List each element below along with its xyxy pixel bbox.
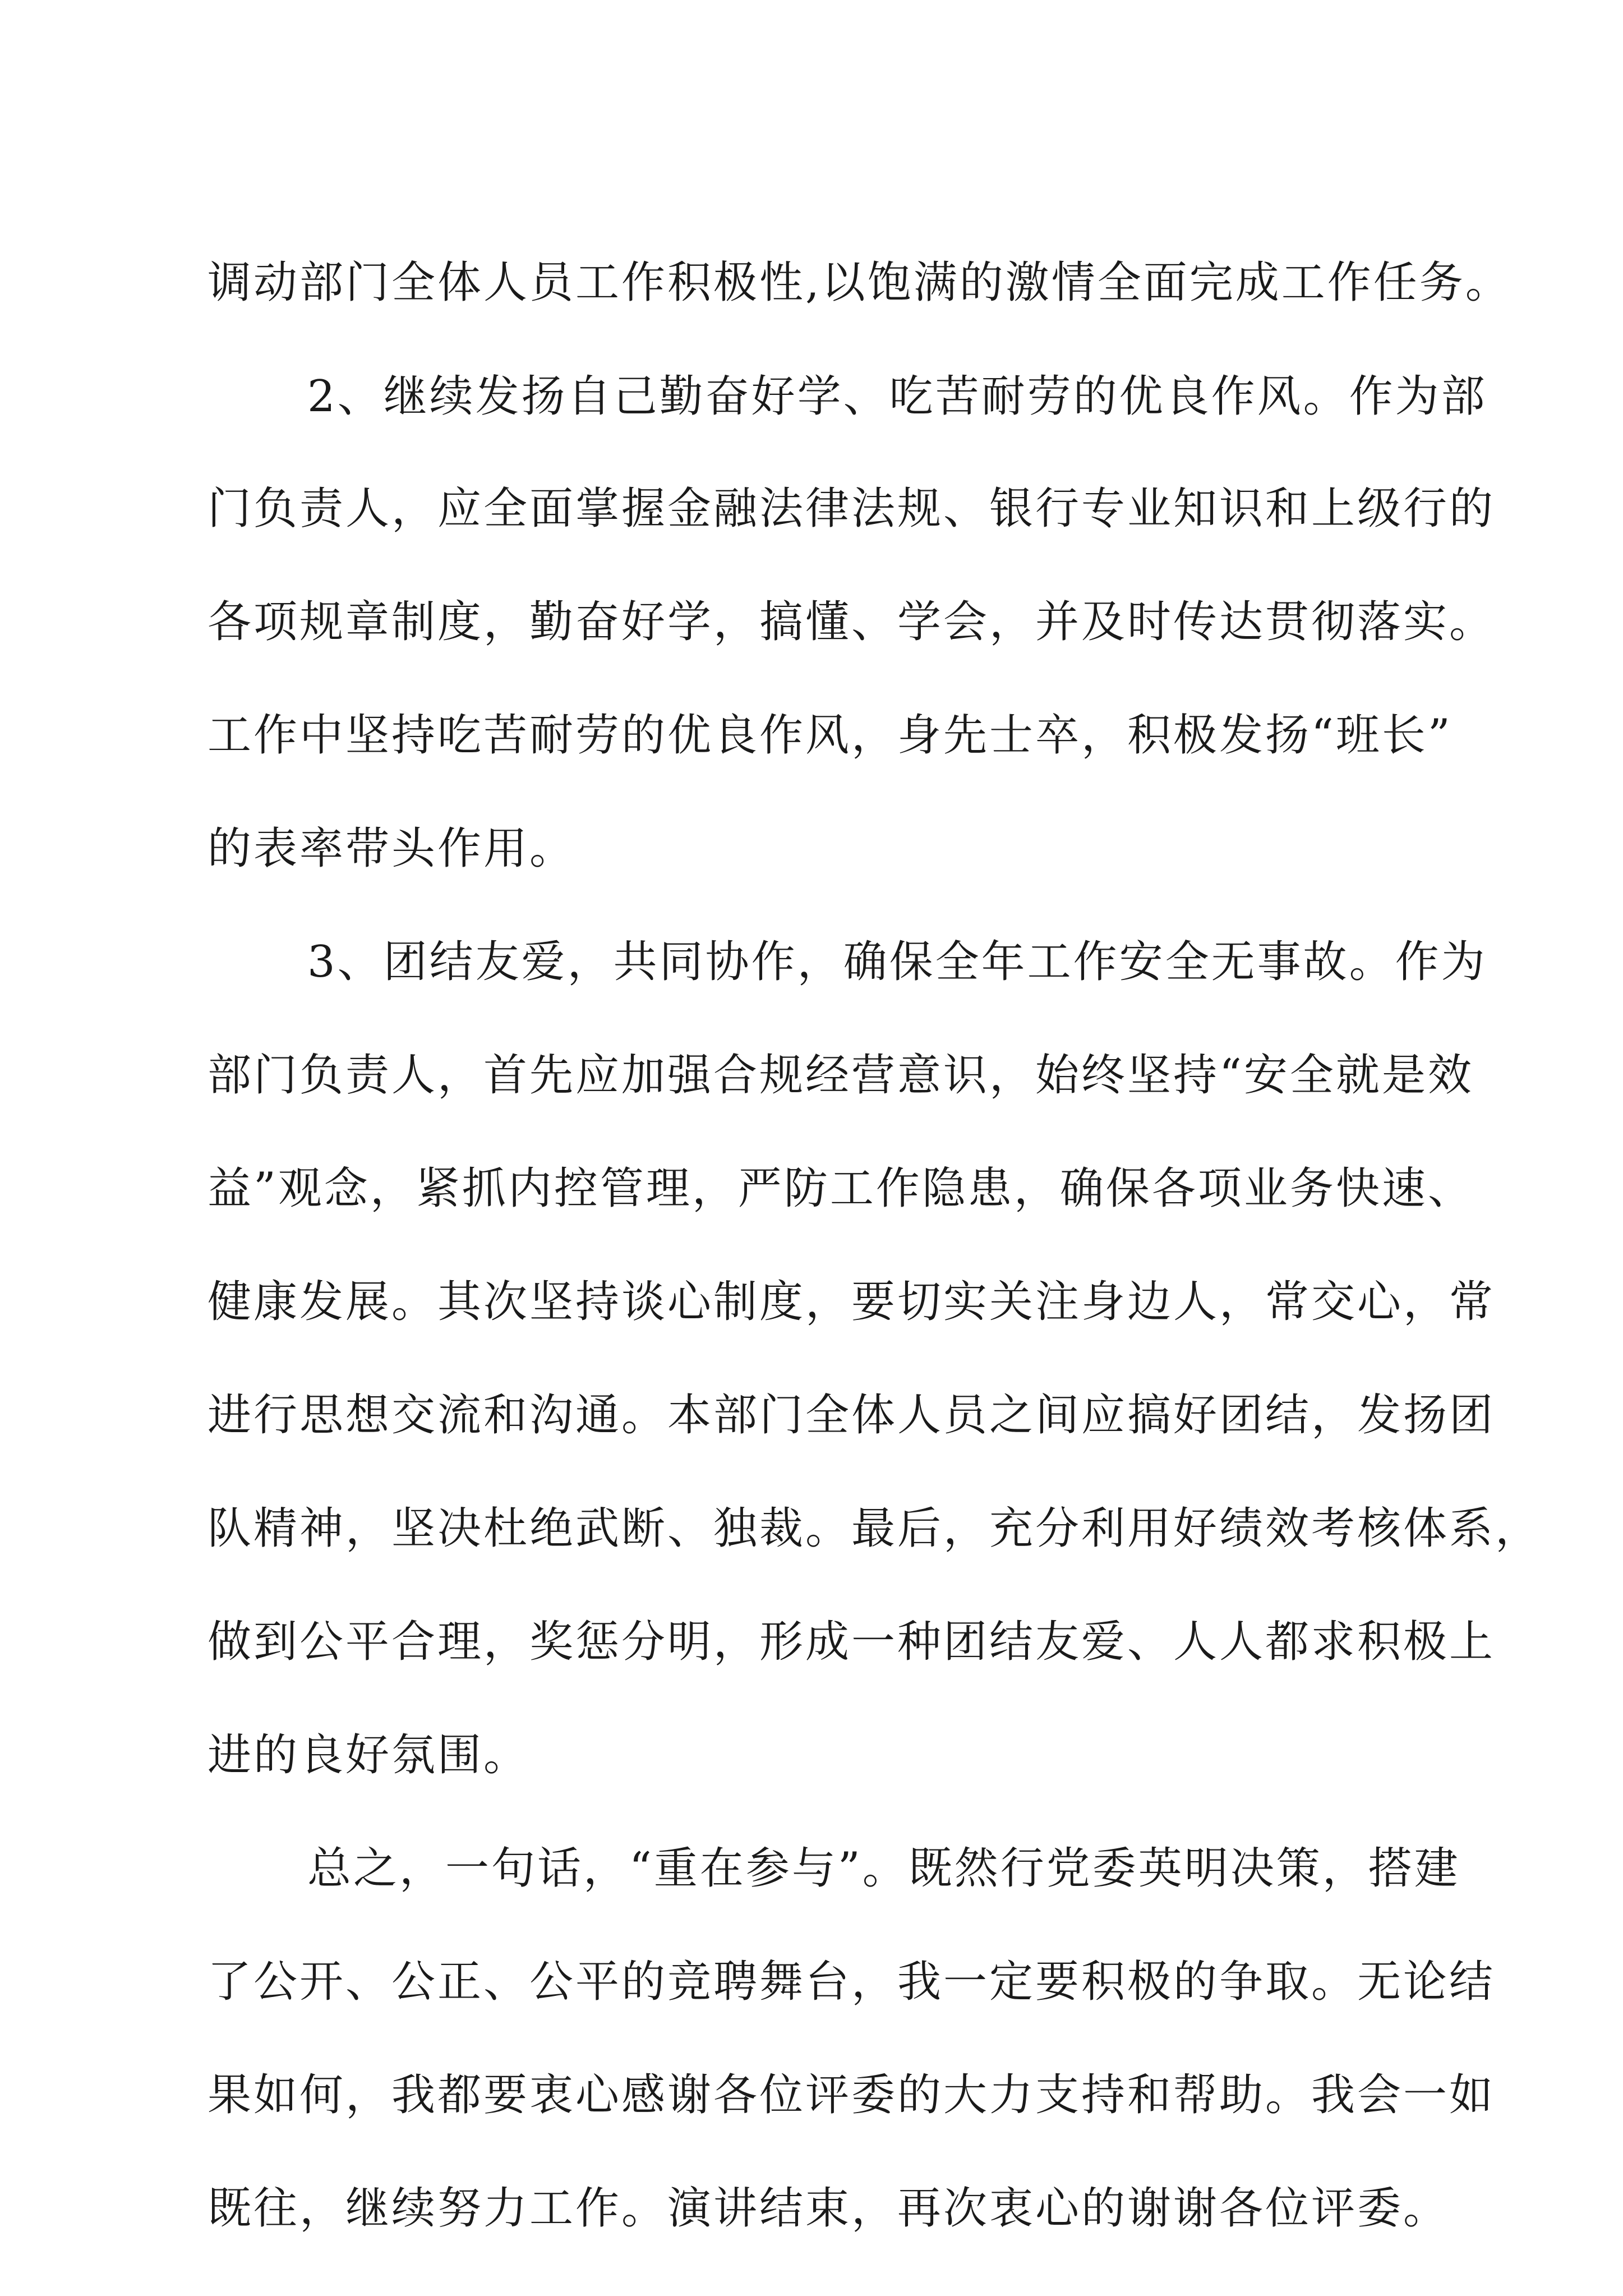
text-line-9: 益”观念，紧抓内控管理，严防工作隐患，确保各项业务快速、	[208, 1163, 1474, 1214]
text-line-11: 进行思想交流和沟通。本部门全体人员之间应搞好团结，发扬团	[208, 1390, 1496, 1441]
text-line-15: 总之，一句话，“重在参与”。既然行党委英明决策，搭建	[307, 1843, 1460, 1894]
text-line-13: 做到公平合理，奖惩分明，形成一种团结友爱、人人都求积极上	[208, 1617, 1496, 1667]
text-line-14: 进的良好氛围。	[208, 1730, 530, 1780]
text-line-17: 果如何，我都要衷心感谢各位评委的大力支持和帮助。我会一如	[208, 2070, 1496, 2120]
text-line-5: 工作中坚持吃苦耐劳的优良作风，身先士卒，积极发扬“班长”	[208, 710, 1453, 761]
text-line-8: 部门负责人，首先应加强合规经营意识，始终坚持“安全就是效	[208, 1050, 1474, 1101]
text-line-16: 了公开、公正、公平的竞聘舞台，我一定要积极的争取。无论结	[208, 1957, 1496, 2007]
text-line-2: 2、继续发扬自己勤奋好学、吃苦耐劳的优良作风。作为部	[307, 371, 1487, 422]
text-line-10: 健康发展。其次坚持谈心制度，要切实关注身边人，常交心，常	[208, 1277, 1496, 1327]
text-line-7: 3、团结友爱，共同协作，确保全年工作安全无事故。作为	[307, 937, 1487, 987]
text-line-4: 各项规章制度，勤奋好学，搞懂、学会，并及时传达贯彻落实。	[208, 597, 1496, 647]
text-line-1: 调动部门全体人员工作积极性,以饱满的激情全面完成工作任务。	[208, 257, 1511, 308]
text-line-3: 门负责人，应全面掌握金融法律法规、银行专业知识和上级行的	[208, 484, 1496, 534]
text-line-18: 既往，继续努力工作。演讲结束，再次衷心的谢谢各位评委。	[208, 2183, 1450, 2234]
text-line-12: 队精神，坚决杜绝武断、独裁。最后，充分利用好绩效考核体系，	[208, 1503, 1542, 1554]
text-line-6: 的表率带头作用。	[208, 823, 576, 874]
